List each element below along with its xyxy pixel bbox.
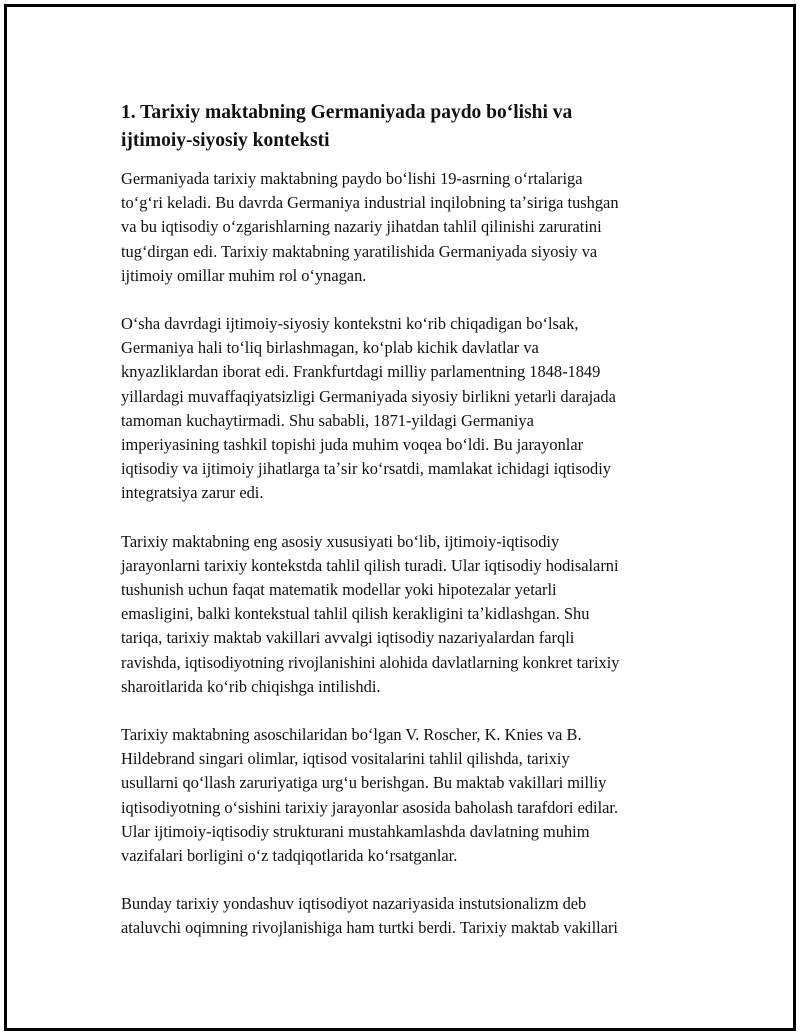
paragraph-1: Germaniyada tarixiy maktabning paydo boʻlishi 19-asrning oʻrtalariga toʻgʻri keladi. Bu davrda Germaniya industrial inqilobning taʼsiriga tushgan va bu iqtisodiy oʻzgarishlarning nazariy jihatdan tahlil qilinishi zaruratini tugʻdirgan edi. Tarixiy maktabning yaratilishida Germaniyada siyosiy va ijtimoiy omillar muhim rol oʻynagan. bbox=[121, 169, 619, 285]
paragraph-5: Bunday tarixiy yondashuv iqtisodiyot nazariyasida instutsionalizm deb ataluvchi oqimning rivojlanishiga ham turtki berdi. Tarixiy maktab vakillari bbox=[121, 894, 618, 938]
paragraph-2: Oʻsha davrdagi ijtimoiy-siyosiy kontekstni koʻrib chiqadigan boʻlsak, Germaniya hali toʻliq birlashmagan, koʻplab kichik davlatlar va knyazliklardan iborat edi. Frankfurtdagi milliy parlamentning 1848-1849 yillardagi muvaffaqiyatsizligi Germaniyada siyosiy birlikni yetarli darajada tamoman kuchaytirmadi. Shu sababli, 1871-yildagi Germaniya imperiyasining tashkil topishi juda muhim voqea boʻldi. Bu jarayonlar iqtisodiy va ijtimoiy jihatlarga taʼsir koʻrsatdi, mamlakat ichidagi iqtisodiy integratsiya zarur edi. bbox=[121, 314, 616, 503]
document-body bbox=[121, 99, 701, 965]
paragraph-4: Tarixiy maktabning asoschilaridan boʻlgan V. Roscher, K. Knies va B. Hildebrand singari olimlar, iqtisod vositalarini tahlil qilishda, tarixiy usullarni qoʻllash zaruriyatiga urgʻu berishgan. Bu maktab vakillari milliy iqtisodiyotning oʻsishini tarixiy jarayonlar asosida baholash tarafdori edilar. Ular ijtimoiy-iqtisodiy strukturani mustahkamlashda davlatning muhim vazifalari borligini oʻz tadqiqotlarida koʻrsatganlar. bbox=[121, 725, 619, 866]
page-frame bbox=[4, 4, 796, 1031]
paragraph-3: Tarixiy maktabning eng asosiy xususiyati boʻlib, ijtimoiy-iqtisodiy jarayonlarni tarixiy kontekstda tahlil qilish turadi. Ular iqtisodiy hodisalarni tushunish uchun faqat matematik modellar yoki hipotezalar yetarli emasligini, balki kontekstual tahlil qilish kerakligini taʼkidlashgan. Shu tariqa, tarixiy maktab vakillari avvalgi iqtisodiy nazariyalardan farqli ravishda, iqtisodiyotning rivojlanishini alohida davlatlarning konkret tarixiy sharoitlarida koʻrib chiqishga intilishdi. bbox=[121, 531, 620, 696]
section-heading: 1. Tarixiy maktabning Germaniyada paydo boʻlishi va ijtimoiy-siyosiy konteksti bbox=[121, 102, 573, 151]
